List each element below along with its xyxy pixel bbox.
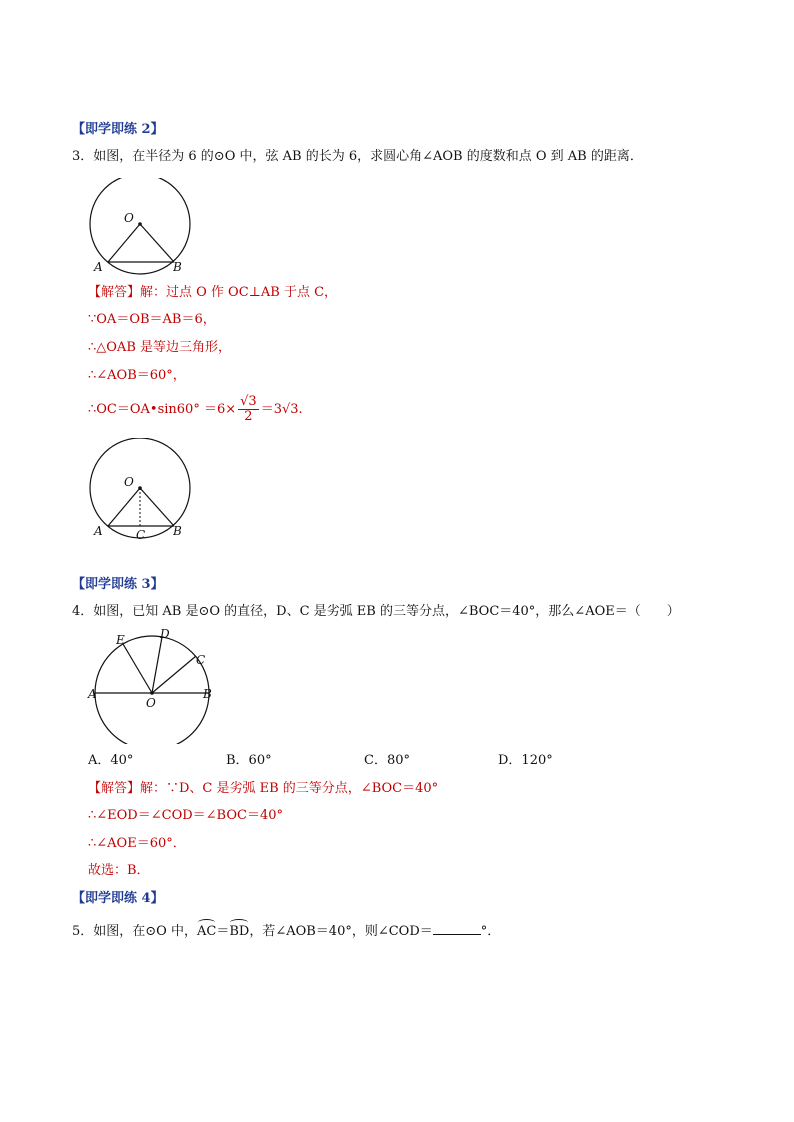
answer-line: ∴∠AOB＝60°， — [88, 368, 186, 383]
option-b: B．60° — [226, 753, 272, 768]
label-d: D — [160, 627, 170, 641]
figure-circle-height — [86, 438, 196, 542]
formula-prefix: ∴OC＝OA•sin60° ＝6× — [88, 402, 237, 417]
figure-circle-diameter — [86, 626, 218, 744]
answer-line: ∵OA＝OB＝AB＝6， — [88, 312, 216, 327]
question-5 — [72, 919, 500, 941]
question-4: 4．如图，已知 AB 是⊙O 的直径，D、C 是劣弧 EB 的三等分点，∠BOC＝40°，那么∠AOE＝（ ） — [72, 604, 680, 619]
label-o: O — [146, 696, 156, 710]
answer-line: 故选：B． — [88, 863, 150, 878]
label-b: B — [173, 260, 182, 274]
formula-suffix: ＝3√3. — [260, 402, 303, 417]
answer-line: ∴∠AOE＝60°． — [88, 836, 186, 851]
label-e: E — [116, 633, 125, 647]
answer-line: 【解答】解：∵D、C 是劣弧 EB 的三等分点，∠BOC＝40° — [88, 781, 439, 796]
section-heading-3: 【即学即练 3】 — [72, 577, 164, 592]
answer-line: ∴∠EOD＝∠COD＝∠BOC＝40° — [88, 808, 283, 823]
label-o: O — [124, 475, 134, 489]
question-5-equals: ＝ — [216, 924, 230, 939]
question-5-suffix: °． — [480, 924, 501, 939]
answer-line: ∴△OAB 是等边三角形， — [88, 340, 232, 355]
label-a: A — [94, 524, 103, 538]
question-5-prefix: 5．如图，在⊙O 中， — [72, 924, 197, 939]
label-a: A — [94, 260, 103, 274]
formula-fraction — [238, 395, 259, 424]
question-5-mid: ，若∠AOB＝40°，则∠COD＝ — [249, 924, 433, 939]
section-heading-2: 【即学即练 2】 — [72, 122, 164, 137]
label-a: A — [88, 687, 97, 701]
arc-ac: AC — [197, 919, 216, 941]
figure-circle-chord — [86, 178, 196, 278]
option-d: D．120° — [498, 753, 553, 768]
section-heading-4: 【即学即练 4】 — [72, 891, 164, 906]
option-c: C．80° — [364, 753, 410, 768]
label-b: B — [173, 524, 182, 538]
label-o: O — [124, 211, 134, 225]
label-b: B — [203, 687, 212, 701]
arc-bd: BD — [229, 919, 249, 941]
answer-formula — [88, 394, 303, 426]
answer-blank[interactable] — [433, 922, 481, 935]
label-c: C — [196, 653, 206, 667]
option-a: A．40° — [88, 753, 134, 768]
label-c: C — [136, 528, 146, 542]
question-3: 3．如图，在半径为 6 的⊙O 中，弦 AB 的长为 6，求圆心角∠AOB 的度数和点 O 到 AB 的距离． — [72, 149, 643, 164]
answer-line: 【解答】解：过点 O 作 OC⊥AB 于点 C， — [88, 285, 338, 300]
fraction-numerator: √3 — [240, 394, 257, 409]
fraction-denominator: 2 — [244, 409, 253, 424]
